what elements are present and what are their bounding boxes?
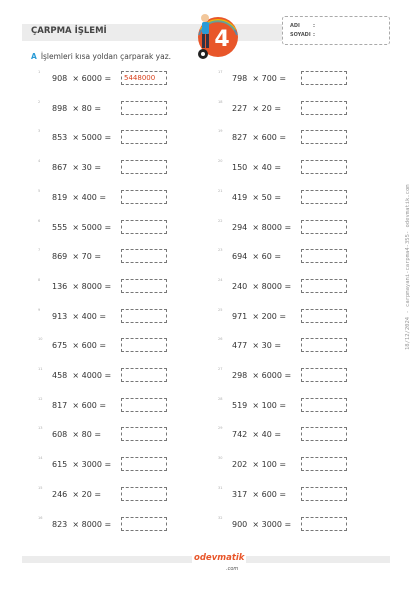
answer-box[interactable]	[121, 427, 167, 441]
answer-box[interactable]	[301, 190, 347, 204]
grade-badge-icon	[193, 10, 243, 62]
problem-number: 22	[218, 219, 223, 223]
badge-number: 4	[214, 27, 230, 52]
problem-expression: 798 × 700 =	[232, 74, 287, 83]
problem-expression: 202 × 100 =	[232, 460, 287, 469]
problem-expression: 817 × 600 =	[52, 401, 107, 410]
answer-box[interactable]	[121, 338, 167, 352]
problem-expression: 150 × 40 =	[232, 163, 282, 172]
problem-number: 16	[38, 516, 43, 520]
answer-box[interactable]	[301, 309, 347, 323]
answer-box[interactable]	[121, 368, 167, 382]
answer-box[interactable]	[121, 517, 167, 531]
answer-box[interactable]	[121, 190, 167, 204]
answer-box[interactable]	[301, 517, 347, 531]
answer-box[interactable]	[301, 220, 347, 234]
answer-box[interactable]	[301, 427, 347, 441]
instruction	[31, 52, 171, 61]
problem-number: 23	[218, 248, 223, 252]
problem-number: 13	[38, 426, 43, 430]
answer-box[interactable]	[301, 279, 347, 293]
problem-expression: 971 × 200 =	[232, 312, 287, 321]
problem-expression: 240 × 8000 =	[232, 282, 292, 291]
answer-box[interactable]	[121, 309, 167, 323]
answer-box[interactable]	[121, 160, 167, 174]
problem-number: 9	[38, 308, 41, 312]
surname-colon: :	[313, 32, 315, 38]
problem-expression: 555 × 5000 =	[52, 223, 112, 232]
answer-box[interactable]	[121, 487, 167, 501]
answer-box[interactable]	[301, 398, 347, 412]
problem-number: 18	[218, 100, 223, 104]
problem-expression: 675 × 600 =	[52, 341, 107, 350]
problem-number: 19	[218, 129, 223, 133]
answer-box[interactable]	[121, 279, 167, 293]
section-letter: A	[31, 52, 37, 61]
problem-expression: 227 × 20 =	[232, 104, 282, 113]
problem-expression: 853 × 5000 =	[52, 133, 112, 142]
name-colon: :	[313, 23, 315, 29]
problem-number: 14	[38, 456, 43, 460]
answer-box[interactable]	[301, 130, 347, 144]
problem-number: 8	[38, 278, 41, 282]
problem-expression: 246 × 20 =	[52, 490, 102, 499]
problem-expression: 869 × 70 =	[52, 252, 102, 261]
problem-expression: 900 × 3000 =	[232, 520, 292, 529]
answer-box[interactable]	[301, 160, 347, 174]
problem-expression: 694 × 60 =	[232, 252, 282, 261]
problem-number: 25	[218, 308, 223, 312]
problem-number: 2	[38, 100, 41, 104]
answer-box[interactable]	[301, 338, 347, 352]
problem-number: 30	[218, 456, 223, 460]
problem-expression: 136 × 8000 =	[52, 282, 112, 291]
problem-number: 4	[38, 159, 41, 163]
problem-expression: 898 × 80 =	[52, 104, 102, 113]
answer-box[interactable]	[301, 457, 347, 471]
instruction-text: İşlemleri kısa yoldan çarparak yaz.	[40, 52, 172, 61]
problem-expression: 519 × 100 =	[232, 401, 287, 410]
problem-number: 7	[38, 248, 41, 252]
problem-expression: 742 × 40 =	[232, 430, 282, 439]
problem-expression: 615 × 3000 =	[52, 460, 112, 469]
footer-logo: odevmatik	[194, 553, 245, 563]
name-fields	[282, 16, 390, 45]
problem-expression: 867 × 30 =	[52, 163, 102, 172]
problem-expression: 419 × 50 =	[232, 193, 282, 202]
problem-number: 29	[218, 426, 223, 430]
answer-box[interactable]	[121, 220, 167, 234]
answer-box[interactable]	[121, 130, 167, 144]
problem-number: 26	[218, 337, 223, 341]
problem-number: 21	[218, 189, 223, 193]
problem-number: 1	[38, 70, 41, 74]
problem-number: 20	[218, 159, 223, 163]
problem-expression: 477 × 30 =	[232, 341, 282, 350]
problem-expression: 819 × 400 =	[52, 193, 107, 202]
problem-number: 31	[218, 486, 223, 490]
name-label: ADI	[290, 23, 300, 29]
answer-box[interactable]	[301, 71, 347, 85]
problem-number: 17	[218, 70, 223, 74]
answer-box[interactable]	[121, 398, 167, 412]
problem-number: 12	[38, 397, 43, 401]
problem-number: 5	[38, 189, 41, 193]
surname-label: SOYADI	[290, 32, 311, 38]
answer-box[interactable]	[121, 101, 167, 115]
problem-number: 28	[218, 397, 223, 401]
problem-expression: 913 × 400 =	[52, 312, 107, 321]
problem-number: 6	[38, 219, 41, 223]
problem-expression: 458 × 4000 =	[52, 371, 112, 380]
page-title: ÇARPMA İŞLEMİ	[31, 26, 107, 36]
answer-box[interactable]	[121, 249, 167, 263]
answer-box[interactable]	[301, 249, 347, 263]
problem-expression: 827 × 600 =	[232, 133, 287, 142]
problem-number: 15	[38, 486, 43, 490]
problem-expression: 298 × 6000 =	[232, 371, 292, 380]
problem-number: 27	[218, 367, 223, 371]
answer-box[interactable]	[301, 487, 347, 501]
problem-expression: 823 × 8000 =	[52, 520, 112, 529]
problem-expression: 294 × 8000 =	[232, 223, 292, 232]
answer-box[interactable]	[121, 457, 167, 471]
problem-number: 32	[218, 516, 223, 520]
problem-number: 11	[38, 367, 43, 371]
problem-expression: 317 × 600 =	[232, 490, 287, 499]
answer-box[interactable]: 5448000	[121, 71, 167, 85]
problem-expression: 608 × 80 =	[52, 430, 102, 439]
answer-box[interactable]	[301, 101, 347, 115]
problem-number: 3	[38, 129, 41, 133]
footer-logo-suffix: .com	[226, 566, 239, 572]
problem-number: 24	[218, 278, 223, 282]
problem-number: 10	[38, 337, 43, 341]
problem-expression: 908 × 6000 =	[52, 74, 112, 83]
answer-box[interactable]	[301, 368, 347, 382]
